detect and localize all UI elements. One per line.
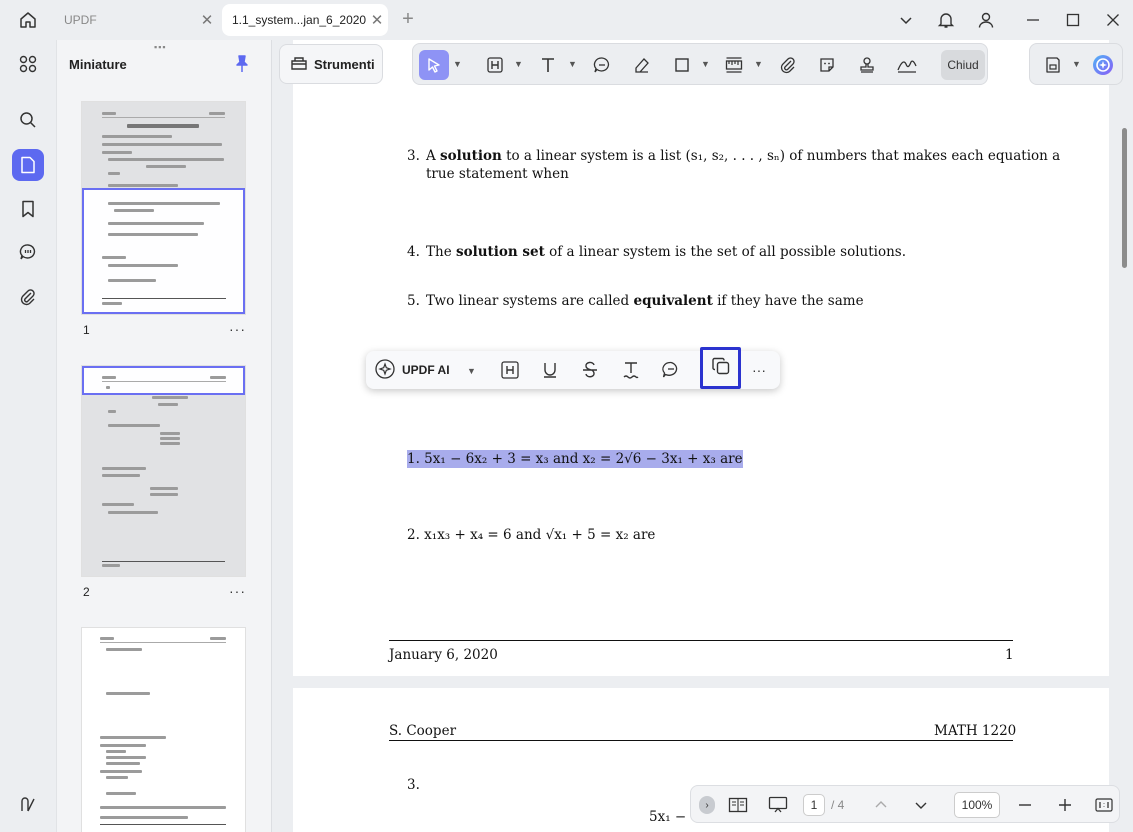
- paperclip-icon[interactable]: [773, 50, 803, 80]
- header-course: MATH 1220: [934, 723, 1017, 739]
- close-tools-button[interactable]: Chiud: [941, 50, 985, 80]
- chevron-down-icon[interactable]: ▼: [514, 59, 523, 69]
- item3-text: [426, 148, 1060, 164]
- comment-icon[interactable]: [587, 50, 617, 80]
- item5-pre: Two linear systems are called: [426, 293, 634, 309]
- left-rail: [0, 40, 56, 832]
- tab-updf[interactable]: [54, 4, 218, 36]
- stamp-icon[interactable]: [852, 50, 882, 80]
- chevron-down-icon[interactable]: [893, 8, 919, 32]
- item3-pre: A: [426, 148, 441, 164]
- comment-icon[interactable]: [12, 236, 44, 268]
- maximize-icon[interactable]: [1060, 8, 1086, 32]
- zoom-out-icon[interactable]: [1015, 792, 1035, 818]
- close-icon[interactable]: ✕: [200, 12, 214, 29]
- bell-icon[interactable]: [933, 8, 959, 32]
- layers-icon[interactable]: [12, 788, 44, 820]
- footer-rule: [389, 640, 1013, 641]
- title-bar: [0, 0, 1133, 40]
- rectangle-icon[interactable]: [667, 50, 697, 80]
- tab-title: 1.1_system...jan_6_2020: [232, 13, 366, 27]
- actual-size-icon[interactable]: [1093, 792, 1115, 818]
- text-icon[interactable]: [533, 50, 563, 80]
- more-options-icon[interactable]: ···: [229, 583, 246, 599]
- page-navigation-bar: [690, 785, 1120, 823]
- page-layout-icon[interactable]: [725, 792, 751, 818]
- home-icon[interactable]: [12, 8, 44, 32]
- item5-post: if they have the same: [712, 293, 864, 309]
- copy-button[interactable]: [700, 347, 741, 389]
- chevron-down-icon[interactable]: ▼: [453, 59, 462, 69]
- item4-number: 4.: [407, 244, 420, 260]
- chevron-down-icon[interactable]: ▼: [754, 59, 763, 69]
- example-2: 2. x₁x₃ + x₄ = 6 and √x₁ + 5 = x₂ are: [407, 527, 656, 543]
- tools-button[interactable]: [279, 44, 383, 84]
- copy-icon: [711, 356, 731, 381]
- page-thumbnail-1[interactable]: [82, 102, 245, 314]
- footer-page-number: 1: [1005, 647, 1014, 663]
- ai-sparkle-icon: [374, 358, 396, 383]
- chevron-down-icon[interactable]: [911, 792, 931, 818]
- zoom-level-field[interactable]: 100%: [954, 792, 1000, 818]
- chevron-down-icon[interactable]: ▼: [568, 59, 577, 69]
- close-icon[interactable]: ✕: [370, 12, 384, 29]
- chevron-down-icon[interactable]: ▼: [701, 59, 710, 69]
- scrollbar-thumb[interactable]: [1122, 128, 1127, 268]
- item4-bold: solution set: [455, 244, 545, 260]
- eraser-icon[interactable]: [627, 50, 657, 80]
- thumbnail-panel: [56, 40, 272, 832]
- drag-handle[interactable]: ▪▪▪: [154, 42, 167, 52]
- panel-title: Miniature: [69, 57, 127, 72]
- footer-date: January 6, 2020: [389, 647, 498, 663]
- bookmark-icon[interactable]: [12, 193, 44, 225]
- squiggly-underline-icon[interactable]: [616, 355, 646, 385]
- annotation-toolbar: [412, 43, 988, 85]
- underline-icon[interactable]: [535, 355, 565, 385]
- strikethrough-icon[interactable]: [575, 355, 605, 385]
- toolbox-icon: [290, 54, 308, 75]
- highlight-icon[interactable]: [480, 50, 510, 80]
- item3-continuation: true statement when: [426, 166, 569, 182]
- item3-number: 3.: [407, 148, 420, 164]
- header-author: S. Cooper: [389, 723, 457, 739]
- page2-equation: 5x₁ −: [649, 809, 687, 825]
- tab-title: UPDF: [64, 13, 97, 27]
- zoom-in-icon[interactable]: [1055, 792, 1075, 818]
- more-options-icon[interactable]: ···: [752, 362, 766, 378]
- page-number: 2: [83, 585, 90, 599]
- current-page-input[interactable]: 1: [803, 794, 825, 816]
- total-pages: / 4: [831, 798, 845, 812]
- ai-label: UPDF AI: [402, 363, 450, 377]
- selected-example-1[interactable]: 1. 5x₁ − 6x₂ + 3 = x₃ and x₂ = 2√6 − 3x₁ + x₃ are: [407, 451, 743, 467]
- document-viewport[interactable]: [272, 40, 1133, 832]
- close-window-icon[interactable]: [1100, 8, 1126, 32]
- save-icon[interactable]: [1038, 50, 1068, 80]
- minimize-icon[interactable]: [1020, 8, 1046, 32]
- signature-icon[interactable]: [892, 50, 922, 80]
- page-thumbnail-2[interactable]: [82, 366, 245, 576]
- page-number: 1: [83, 323, 90, 337]
- pin-icon[interactable]: [231, 53, 253, 75]
- vertical-scrollbar[interactable]: [1119, 90, 1129, 820]
- item5-number: 5.: [407, 293, 420, 309]
- thumbnails-page-icon[interactable]: [12, 149, 44, 181]
- select-cursor-icon[interactable]: [419, 50, 449, 80]
- collapse-arrow-icon[interactable]: ›: [699, 796, 715, 814]
- header-rule: [389, 740, 1013, 741]
- item5-bold: equivalent: [633, 293, 713, 309]
- item4-text: [426, 244, 906, 260]
- item4-post: of a linear system is the set of all possible solutions.: [544, 244, 906, 260]
- more-options-icon[interactable]: ···: [229, 321, 246, 337]
- presentation-icon[interactable]: [765, 792, 791, 818]
- page-thumbnail-3[interactable]: [82, 628, 245, 832]
- highlight-icon[interactable]: [495, 355, 525, 385]
- chevron-down-icon[interactable]: ▼: [467, 366, 476, 376]
- measure-icon[interactable]: [719, 50, 749, 80]
- chevron-up-icon[interactable]: [871, 792, 891, 818]
- updf-ai-button[interactable]: [374, 355, 454, 385]
- tools-label: Strumenti: [314, 56, 375, 72]
- sticker-icon[interactable]: [812, 50, 842, 80]
- item5-text: [426, 293, 864, 309]
- chevron-down-icon[interactable]: ▼: [1072, 59, 1081, 69]
- attachment-icon[interactable]: [12, 281, 44, 313]
- comment-icon[interactable]: [656, 355, 686, 385]
- search-icon[interactable]: [12, 104, 44, 136]
- page-indicator: [803, 792, 857, 818]
- updf-ai-logo-icon[interactable]: [1088, 50, 1118, 80]
- save-toolbar: [1029, 43, 1123, 85]
- item3-bold: solution: [440, 148, 502, 164]
- item3-post: to a linear system is a list (s₁, s₂, . . . , sₙ) of numbers that makes each equation a: [501, 148, 1061, 164]
- page2-item-number: 3.: [407, 777, 420, 793]
- new-tab-plus-icon[interactable]: +: [402, 8, 414, 30]
- item4-pre: The: [426, 244, 456, 260]
- apps-grid-icon[interactable]: [12, 48, 44, 80]
- tab-document[interactable]: [222, 4, 388, 36]
- user-icon[interactable]: [973, 8, 999, 32]
